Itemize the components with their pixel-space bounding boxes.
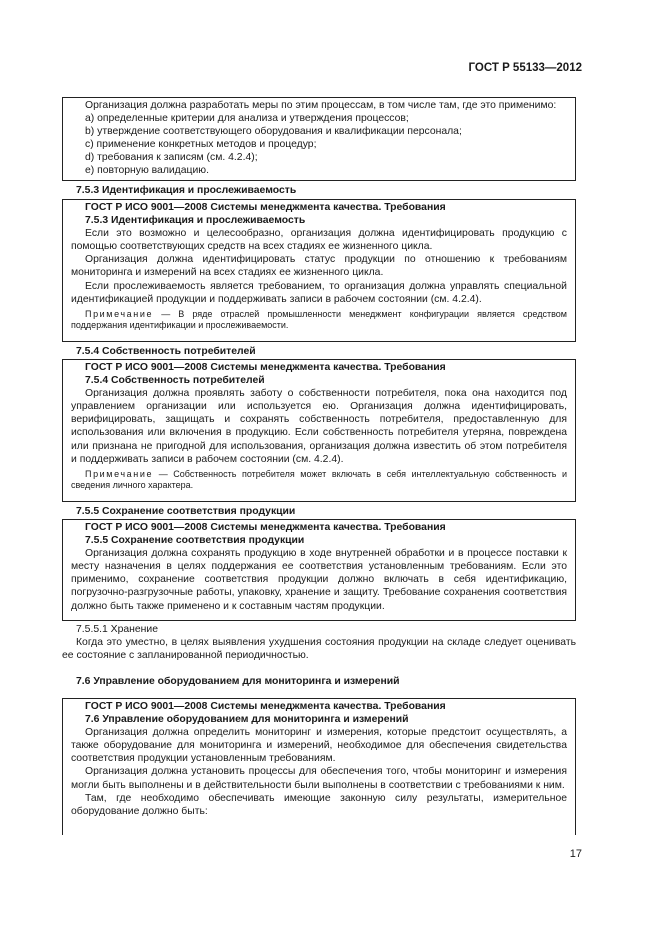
- quote-box-processes: [62, 97, 576, 181]
- list-item: c) применение конкретных методов и процедур;: [85, 139, 317, 151]
- note-text: — Собственность потребителя может включать в себя интеллектуальную собственность и сведения личного характера.: [71, 468, 567, 491]
- paragraph: Организация должна установить процессы для обеспечения того, чтобы мониторинг и измерения могли быть выполнены и в действительности были выполнены в соответствии с требованиями к ним.: [71, 766, 567, 791]
- box-heading: 7.5.5 Сохранение соответствия продукции: [85, 535, 305, 547]
- box-title: ГОСТ Р ИСО 9001—2008 Системы менеджмента качества. Требования: [85, 362, 446, 373]
- box-heading: 7.5.3 Идентификация и прослеживаемость: [85, 215, 306, 227]
- box-heading: 7.5.4 Собственность потребителей: [85, 375, 265, 387]
- quote-box-7-6: [62, 698, 576, 835]
- paragraph: Организация должна сохранять продукцию в ходе внутренней обработки и в процессе поставки к месту назначения в целях поддержания ее соответствия установленным требованиям. Если это применимо, сохранение соответствия продукции должно включать в себя идентификацию, погрузочно-разгрузочные работы, упаковку, хранение и защиту. Требование сохранения соответствия должно быть также применено и к составным частям продукции.: [71, 548, 567, 612]
- document-id: ГОСТ Р 55133—2012: [468, 62, 582, 74]
- paragraph: Организация должна проявлять заботу о собственности потребителя, пока она находится под управлением организации или используется ею. Организация должна идентифицировать, верифицировать, защищать и сохранять собственность потребителя, предоставленную для использования или включения в продукцию. Если собственность потребителя утеряна, повреждена или признана не пригодной для использования, организация должна известить об этом потребителя и поддерживать записи в рабочем состоянии (см. 4.2.4).: [71, 388, 567, 465]
- note-text: — В ряде отраслей промышленности менеджмент конфигурации является средством поддержания идентификации и прослеживаемости.: [71, 308, 567, 331]
- box-title: ГОСТ Р ИСО 9001—2008 Системы менеджмента качества. Требования: [85, 202, 446, 213]
- quote-box-7-5-5: [62, 519, 576, 621]
- paragraph: Там, где необходимо обеспечивать имеющие законную силу результаты, измерительное оборудование должно быть:: [71, 792, 567, 817]
- note-label: Примечание: [85, 308, 154, 319]
- list-item: d) требования к записям (см. 4.2.4);: [85, 152, 258, 164]
- box-heading: 7.6 Управление оборудованием для мониторинга и измерений: [85, 714, 409, 726]
- quote-box-7-5-4: [62, 359, 576, 502]
- list-item: e) повторную валидацию.: [85, 165, 209, 177]
- section-heading-7-5-3: 7.5.3 Идентификация и прослеживаемость: [76, 185, 297, 196]
- paragraph: Организация должна определить мониторинг и измерения, которые предстоит осуществлять, а также оборудование для мониторинга и измерений, необходимое для обеспечения свидетельства соответствия продукции установленным требованиям.: [71, 727, 567, 765]
- list-item: b) утверждение соответствующего оборудования и квалификации персонала;: [85, 126, 462, 138]
- note-label: Примечание: [85, 468, 154, 479]
- box-intro: Организация должна разработать меры по этим процессам, в том числе там, где это применимо:: [85, 100, 557, 111]
- paragraph: Если это возможно и целесообразно, организация должна идентифицировать продукцию с помощью соответствующих средств на всех стадиях ее жизненного цикла.: [71, 228, 567, 253]
- subsection-7-5-5-1: [62, 623, 576, 662]
- note: [71, 309, 567, 332]
- note: [71, 469, 567, 492]
- paragraph: Когда это уместно, в целях выявления ухудшения состояния продукции на складе следует оценивать ее состояние с запланированной периодичностью.: [62, 637, 576, 662]
- box-title: ГОСТ Р ИСО 9001—2008 Системы менеджмента качества. Требования: [85, 701, 446, 712]
- section-heading-7-5-5: 7.5.5 Сохранение соответствия продукции: [76, 506, 296, 517]
- quote-box-7-5-3: [62, 199, 576, 342]
- paragraph: Организация должна идентифицировать статус продукции по отношению к требованиям мониторинга и измерений на всех стадиях ее жизненного цикла.: [71, 254, 567, 279]
- box-title: ГОСТ Р ИСО 9001—2008 Системы менеджмента качества. Требования: [85, 522, 446, 533]
- subsection-heading: 7.5.5.1 Хранение: [76, 624, 158, 635]
- section-heading-7-6: 7.6 Управление оборудованием для мониторинга и измерений: [76, 676, 400, 687]
- list-item: a) определенные критерии для анализа и утверждения процессов;: [85, 113, 409, 125]
- section-heading-7-5-4: 7.5.4 Собственность потребителей: [76, 346, 256, 357]
- page-number: 17: [569, 848, 582, 860]
- paragraph: Если прослеживаемость является требованием, то организация должна управлять специальной идентификацией продукции и поддерживать записи в рабочем состоянии (см. 4.2.4).: [71, 280, 567, 305]
